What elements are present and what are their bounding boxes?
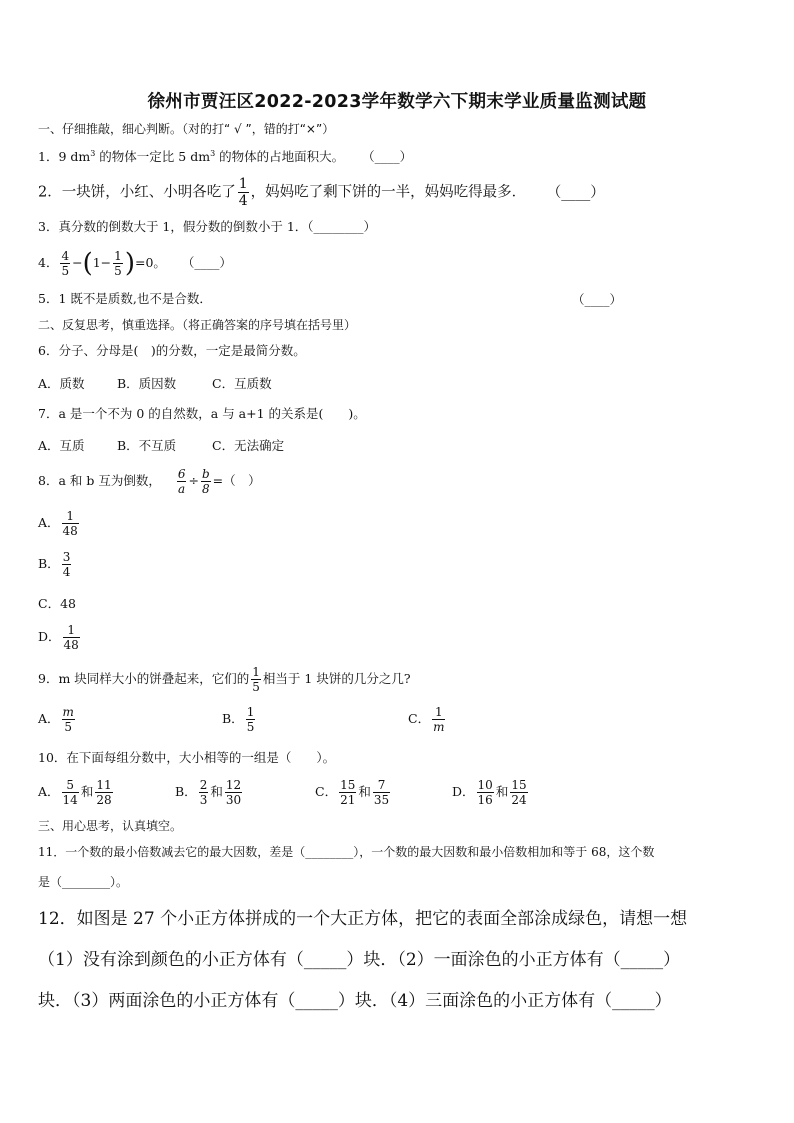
q8-option-b[interactable]: B． $\frac{3}{4}$: [38, 550, 71, 579]
question-12-line-1: 12．如图是 27 个小正方体拼成的一个大正方体，把它的表面全部涂成绿色，请想一想: [38, 909, 688, 929]
q4-minus: −: [72, 255, 83, 270]
question-8: [38, 466, 261, 496]
q4-one-minus: 1−: [92, 255, 112, 270]
question-6: 6．分子、分母是( )的分数，一定是最简分数。: [38, 343, 306, 358]
page-title: 徐州市贾汪区2022-2023学年数学六下期末学业质量监测试题: [147, 92, 647, 112]
question-11-line-2: 是（________）。: [38, 875, 129, 889]
q9-fraction: $\frac{1}{5}$: [252, 665, 260, 694]
question-11-line-1: 11．一个数的最小倍数减去它的最大因数，差是（________），一个数的最大因数和最小倍数相加和等于 68，这个数: [38, 845, 655, 859]
q6-option-b[interactable]: B．质因数: [117, 376, 177, 391]
section-1-heading: 一、仔细推敲，细心判断。（对的打“ √ ”，错的打“×”）: [38, 122, 335, 136]
q2-fraction: $\frac{1}{4}$: [238, 176, 248, 209]
q7-option-b[interactable]: B．不互质: [117, 438, 177, 453]
q9-option-a[interactable]: A． $\frac{m}{5}$: [38, 705, 74, 734]
q8-fraction-2: $\frac{b}{8}$: [201, 467, 210, 496]
q4-equals: =0。: [134, 255, 166, 270]
q8-divide: ÷: [188, 473, 199, 488]
q4-right-paren: ): [124, 248, 135, 279]
q5-answer-blank[interactable]: （____）: [572, 292, 623, 307]
question-3: 3．真分数的倒数大于 1，假分数的倒数小于 1．（________）: [38, 219, 377, 234]
q2-text: 2．一块饼，小红、小明各吃了: [38, 184, 236, 201]
question-10: 10．在下面每组分数中，大小相等的一组是（ ）。: [38, 750, 336, 765]
q10-option-d[interactable]: D． $\frac{10}{16}$ 和 $\frac{15}{24}$: [452, 778, 527, 807]
section-3-heading: 三、用心思考，认真填空。: [38, 819, 183, 833]
q1-part-c: 的物体的占地面积大。: [215, 149, 345, 165]
q7-option-a[interactable]: A．互质: [38, 438, 85, 453]
q10-option-c[interactable]: C． $\frac{15}{21}$ 和 $\frac{7}{35}$: [315, 778, 390, 807]
q2-answer-blank[interactable]: （____）: [546, 184, 605, 201]
q9-text: 9．m 块同样大小的饼叠起来，它们的: [38, 671, 250, 686]
q1-part-b: 的物体一定比 5 dm: [95, 149, 211, 165]
q8-option-c[interactable]: C．48: [38, 596, 76, 611]
q4-num: 4．: [38, 255, 59, 270]
question-2: [38, 177, 605, 208]
q9-option-b[interactable]: B． $\frac{1}{5}$: [222, 705, 255, 734]
q10-option-a[interactable]: A． $\frac{5}{14}$ 和 $\frac{11}{28}$: [38, 778, 112, 807]
q1-answer-blank[interactable]: （____）: [362, 149, 413, 165]
q1-part-a: 9 dm: [58, 149, 91, 165]
question-12-line-2: （1）没有涂到颜色的小正方体有（_____）块．（2）一面涂色的小正方体有（_____）: [38, 950, 681, 970]
q6-option-a[interactable]: A．质数: [38, 376, 85, 391]
q8-option-d[interactable]: D． $\frac{1}{48}$: [38, 623, 79, 652]
q2-rest: ，妈妈吃了剩下饼的一半，妈妈吃得最多．: [250, 184, 527, 201]
question-12-line-3: 块．（3）两面涂色的小正方体有（_____）块．（4）三面涂色的小正方体有（_____）: [38, 991, 672, 1011]
q1-num: 1．: [38, 149, 59, 165]
q8-equals: =（ ）: [212, 473, 261, 488]
question-9: [38, 664, 411, 694]
question-7: 7．a 是一个不为 0 的自然数，a 与 a+1 的关系是( )。: [38, 406, 366, 421]
q10-option-b[interactable]: B． $\frac{2}{3}$ 和 $\frac{12}{30}$: [175, 778, 242, 807]
q1-exp-1: 3: [90, 149, 96, 158]
q4-fraction-1: $\frac{4}{5}$: [61, 249, 70, 278]
q6-option-c[interactable]: C．互质数: [212, 376, 272, 391]
question-5: 5．1 既不是质数,也不是合数．: [38, 291, 212, 306]
question-4: [38, 248, 232, 279]
q8-text: 8．a 和 b 互为倒数，: [38, 473, 161, 488]
q8-fraction-1: $\frac{6}{a}$: [177, 467, 186, 496]
q4-fraction-2: $\frac{1}{5}$: [114, 249, 122, 278]
q7-option-c[interactable]: C．无法确定: [212, 438, 285, 453]
q9-rest: 相当于 1 块饼的几分之几?: [262, 671, 411, 686]
section-2-heading: 二、反复思考，慎重选择。（将正确答案的序号填在括号里）: [38, 318, 357, 332]
q8-option-a[interactable]: A． $\frac{1}{48}$: [38, 509, 78, 538]
q1-exp-2: 3: [210, 149, 216, 158]
q4-answer-blank[interactable]: （____）: [181, 255, 232, 270]
q9-option-c[interactable]: C． $\frac{1}{m}$: [408, 705, 445, 734]
question-1: [38, 145, 412, 166]
q4-left-paren: (: [82, 248, 93, 279]
